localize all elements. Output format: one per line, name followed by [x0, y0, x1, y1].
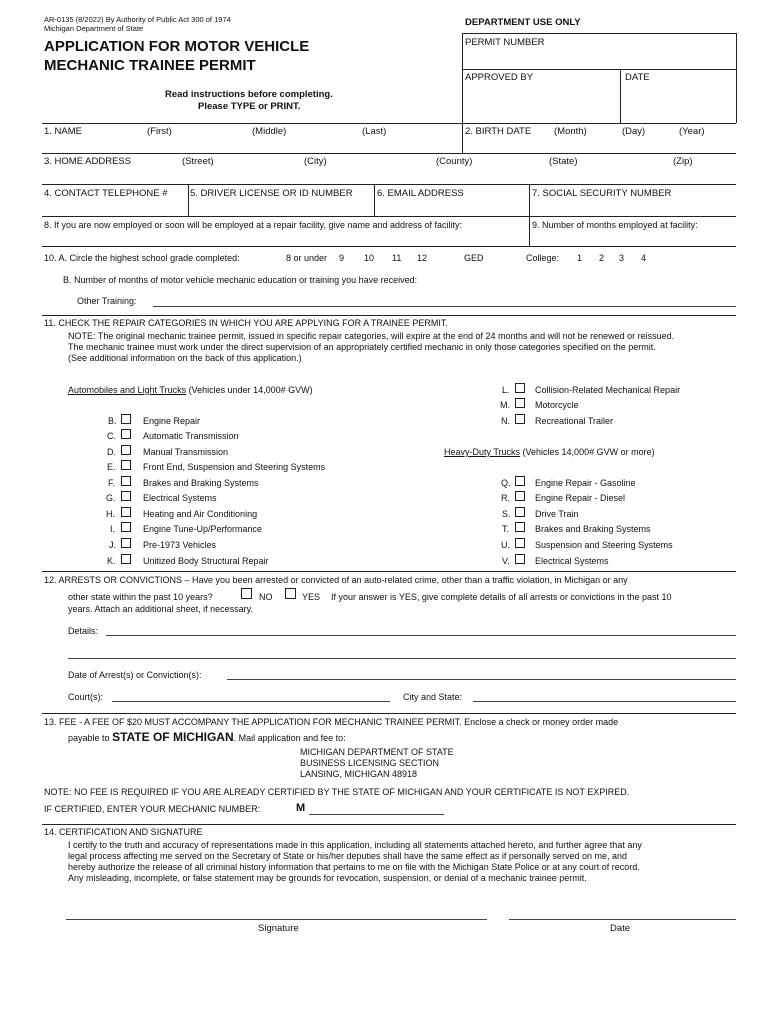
arrest-no-label: NO: [259, 592, 273, 602]
birth-year-label: (Year): [679, 126, 705, 137]
q12-line1: 12. ARRESTS OR CONVICTIONS – Have you been arrested or convicted of an auto-related crime, other than a traffic violation, in Michigan or any: [44, 575, 628, 585]
dept-date-field[interactable]: DATE: [625, 72, 650, 83]
category-f-label: Brakes and Braking Systems: [143, 478, 259, 488]
ssn-field[interactable]: 7. SOCIAL SECURITY NUMBER: [532, 188, 672, 199]
grade-10[interactable]: 10: [364, 253, 375, 263]
category-e-letter: E.: [107, 462, 116, 472]
category-q-label: Engine Repair - Gasoline: [535, 478, 636, 488]
category-s-checkbox[interactable]: [515, 507, 525, 517]
category-j-label: Pre-1973 Vehicles: [143, 540, 217, 550]
instructions-line1: Read instructions before completing.: [165, 89, 333, 100]
category-r-checkbox[interactable]: [515, 491, 525, 501]
category-n-letter: N.: [501, 416, 510, 426]
q13-fee-line: 13. FEE - A FEE OF $20 MUST ACCOMPANY THE APPLICATION FOR MECHANIC TRAINEE PERMIT. Enclose a check or money order made: [44, 717, 619, 727]
name-field[interactable]: 1. NAME: [44, 126, 83, 137]
name-middle-label: (Middle): [252, 126, 287, 137]
q11-note-line2: The mechanic trainee must work under the direct supervision of an appropriately certified mechanic in only those categories specified on the permit.: [68, 342, 656, 352]
category-m-letter: M.: [500, 400, 510, 410]
certification-text-line3: hereby authorize the release of all criminal history information that pertains to me on file with the Michigan State Police or at any court of record.: [68, 862, 640, 872]
q12-question: other state within the past 10 years?: [68, 592, 213, 602]
arrest-no-checkbox[interactable]: [241, 588, 252, 599]
grade-9[interactable]: 9: [339, 253, 345, 263]
category-k-letter: K.: [107, 556, 116, 566]
category-g-letter: G.: [106, 493, 116, 503]
details-input-line2[interactable]: [68, 658, 736, 659]
category-u-checkbox[interactable]: [515, 538, 525, 548]
category-n-checkbox[interactable]: [515, 414, 525, 424]
category-h-letter: H.: [106, 509, 115, 519]
details-label: Details:: [68, 626, 99, 636]
other-training-label: Other Training:: [77, 296, 137, 306]
courts-input[interactable]: [112, 701, 390, 702]
grade-11[interactable]: 11: [392, 253, 402, 263]
mechanic-number-prefix: M: [296, 802, 306, 814]
college-1[interactable]: 1: [577, 253, 583, 263]
mechanic-number-label: IF CERTIFIED, ENTER YOUR MECHANIC NUMBER:: [44, 804, 261, 814]
category-l-checkbox[interactable]: [515, 383, 525, 393]
form-title-line1: APPLICATION FOR MOTOR VEHICLE: [44, 38, 310, 55]
address-state-label: (State): [549, 156, 578, 167]
q12-yes-instructions: If your answer is YES, give complete details of all arrests or convictions in the past 10: [331, 592, 672, 602]
city-state-label: City and State:: [403, 692, 463, 702]
category-c-checkbox[interactable]: [121, 429, 131, 439]
category-h-checkbox[interactable]: [121, 507, 131, 517]
category-l-letter: L.: [502, 385, 510, 395]
q13-payable-line: payable to STATE OF MICHIGAN. Mail application and fee to:: [68, 730, 346, 744]
name-last-label: (Last): [362, 126, 387, 137]
details-input[interactable]: [106, 635, 736, 636]
category-r-letter: R.: [501, 493, 510, 503]
category-i-checkbox[interactable]: [121, 522, 131, 532]
address-street-label: (Street): [182, 156, 214, 167]
birth-day-label: (Day): [622, 126, 646, 137]
category-v-label: Electrical Systems: [535, 556, 609, 566]
address-zip-label: (Zip): [673, 156, 693, 167]
category-g-checkbox[interactable]: [121, 491, 131, 501]
heavy-duty-trucks-heading: Heavy-Duty Trucks (Vehicles 14,000# GVW or more): [444, 447, 655, 457]
certification-text-line1: I certify to the truth and accuracy of representations made in this application, including all statements attached hereto, and further agree that any: [68, 840, 642, 850]
category-i-letter: I.: [110, 524, 116, 534]
category-d-letter: D.: [107, 447, 116, 457]
instructions-line2: Please TYPE or PRINT.: [198, 101, 301, 112]
category-s-letter: S.: [502, 509, 511, 519]
courts-label: Court(s):: [68, 692, 104, 702]
training-months-label: B. Number of months of motor vehicle mechanic education or training you have received:: [63, 275, 418, 285]
name-first-label: (First): [147, 126, 172, 137]
school-grade-label: 10. A. Circle the highest school grade completed:: [44, 253, 240, 263]
email-field[interactable]: 6. EMAIL ADDRESS: [377, 188, 464, 199]
college-label: College:: [526, 253, 560, 263]
arrest-yes-label: YES: [302, 592, 321, 602]
payee-name: STATE OF MICHIGAN: [112, 730, 234, 744]
category-r-label: Engine Repair - Diesel: [535, 493, 626, 503]
signature-date-label: Date: [610, 923, 631, 934]
q14-heading: 14. CERTIFICATION AND SIGNATURE: [44, 827, 203, 837]
employer-field[interactable]: 8. If you are now employed or soon will be employed at a repair facility, give name and address of facility:: [44, 220, 463, 230]
auto-light-trucks-heading: Automobiles and Light Trucks (Vehicles under 14,000# GVW): [68, 385, 313, 395]
signature-date-input[interactable]: [509, 919, 736, 920]
category-j-letter: J.: [109, 540, 117, 550]
other-training-input[interactable]: [153, 306, 736, 307]
category-q-checkbox[interactable]: [515, 476, 525, 486]
birth-month-label: (Month): [554, 126, 587, 137]
category-m-label: Motorcycle: [535, 400, 579, 410]
college-3[interactable]: 3: [619, 253, 625, 263]
q11-note-line1: NOTE: The original mechanic trainee permit, issued in specific repair categories, will expire at the end of 24 months and will not be renewed or reissued.: [68, 331, 675, 341]
category-t-label: Brakes and Braking Systems: [535, 524, 651, 534]
category-h-label: Heating and Air Conditioning: [143, 509, 258, 519]
certification-text-line4: Any misleading, incomplete, or false statement may be grounds for revocation, suspension, or denial of a mechanic trainee permit.: [68, 873, 587, 883]
mail-address-line3: LANSING, MICHIGAN 48918: [300, 769, 418, 779]
category-g-label: Electrical Systems: [143, 493, 217, 503]
category-t-letter: T.: [502, 524, 510, 534]
category-s-label: Drive Train: [535, 509, 579, 519]
category-i-label: Engine Tune-Up/Performance: [143, 524, 263, 534]
category-u-letter: U.: [501, 540, 510, 550]
mail-address-line1: MICHIGAN DEPARTMENT OF STATE: [300, 747, 454, 757]
category-b-letter: B.: [108, 416, 117, 426]
form-title-line2: MECHANIC TRAINEE PERMIT: [44, 57, 256, 74]
category-n-label: Recreational Trailer: [535, 416, 614, 426]
category-c-label: Automatic Transmission: [143, 431, 239, 441]
category-t-checkbox[interactable]: [515, 522, 525, 532]
college-2[interactable]: 2: [599, 253, 605, 263]
q11-heading: 11. CHECK THE REPAIR CATEGORIES IN WHICH YOU ARE APPLYING FOR A TRAINEE PERMIT.: [44, 318, 448, 328]
mail-address-line2: BUSINESS LICENSING SECTION: [300, 758, 440, 768]
address-city-label: (City): [304, 156, 327, 167]
signature-label: Signature: [258, 923, 299, 934]
certification-text-line2: legal process affecting me served on the Secretary of State or his/her deputies shall have the same effect as if personally served on me, and: [68, 851, 627, 861]
q12-line3: years. Attach an additional sheet, if necessary.: [68, 604, 253, 614]
city-state-input[interactable]: [473, 701, 736, 702]
home-address-field[interactable]: 3. HOME ADDRESS: [44, 156, 132, 167]
category-f-checkbox[interactable]: [121, 476, 131, 486]
category-e-checkbox[interactable]: [121, 460, 131, 470]
form-id: AR-0135 (8/2022) By Authority of Public Act 300 of 1974: [44, 15, 231, 24]
grade-ged[interactable]: GED: [464, 253, 484, 263]
permit-number-field[interactable]: PERMIT NUMBER: [465, 37, 545, 48]
category-u-label: Suspension and Steering Systems: [535, 540, 673, 550]
category-v-letter: V.: [502, 556, 510, 566]
category-d-label: Manual Transmission: [143, 447, 229, 457]
fee-exemption-note: NOTE: NO FEE IS REQUIRED IF YOU ARE ALREADY CERTIFIED BY THE STATE OF MICHIGAN AND YOUR CERTIFICATE IS NOT EXPIRED.: [44, 787, 630, 797]
address-county-label: (County): [436, 156, 473, 167]
category-b-checkbox[interactable]: [121, 414, 131, 424]
category-v-checkbox[interactable]: [515, 554, 525, 564]
approved-by-field[interactable]: APPROVED BY: [465, 72, 534, 83]
months-employed-field[interactable]: 9. Number of months employed at facility:: [532, 220, 698, 230]
category-c-letter: C.: [107, 431, 116, 441]
arrest-date-label: Date of Arrest(s) or Conviction(s):: [68, 670, 202, 680]
category-k-checkbox[interactable]: [121, 554, 131, 564]
mechanic-number-input[interactable]: [309, 814, 444, 815]
driver-license-field[interactable]: 5. DRIVER LICENSE OR ID NUMBER: [190, 188, 353, 199]
birth-date-field[interactable]: 2. BIRTH DATE: [465, 126, 532, 137]
category-f-letter: F.: [108, 478, 116, 488]
category-e-label: Front End, Suspension and Steering Systems: [143, 462, 326, 472]
signature-input[interactable]: [66, 919, 487, 920]
arrest-yes-checkbox[interactable]: [285, 588, 296, 599]
category-k-label: Unitized Body Structural Repair: [143, 556, 269, 566]
dept-use-heading: DEPARTMENT USE ONLY: [465, 17, 581, 28]
college-4[interactable]: 4: [641, 253, 647, 263]
arrest-date-input[interactable]: [227, 679, 736, 680]
agency-name: Michigan Department of State: [44, 24, 144, 33]
category-q-letter: Q.: [501, 478, 511, 488]
contact-telephone-field[interactable]: 4. CONTACT TELEPHONE #: [44, 188, 168, 199]
category-m-checkbox[interactable]: [515, 398, 525, 408]
category-b-label: Engine Repair: [143, 416, 201, 426]
category-d-checkbox[interactable]: [121, 445, 131, 455]
q11-note-line3: (See additional information on the back of this application.): [68, 353, 302, 363]
grade-8-or-under[interactable]: 8 or under: [286, 253, 328, 263]
category-j-checkbox[interactable]: [121, 538, 131, 548]
category-l-label: Collision-Related Mechanical Repair: [535, 385, 681, 395]
grade-12[interactable]: 12: [417, 253, 428, 263]
